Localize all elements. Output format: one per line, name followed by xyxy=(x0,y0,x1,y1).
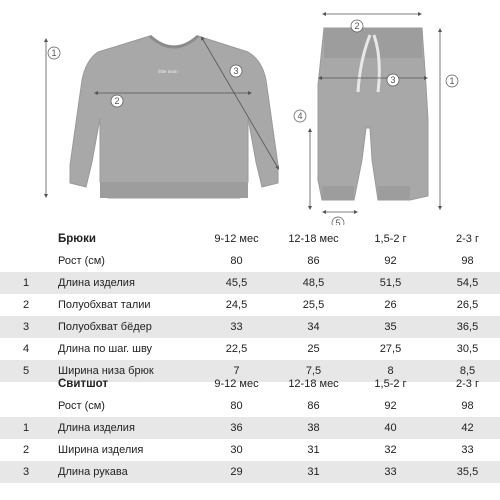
cell-value: 42 xyxy=(429,417,500,439)
pants-size-table xyxy=(0,228,500,382)
cell-value: 80 xyxy=(230,400,243,412)
cell-value: 32 xyxy=(384,444,397,456)
cell-value: 80 xyxy=(230,255,243,267)
cell-value: 29 xyxy=(198,461,275,483)
table-row xyxy=(0,461,500,483)
table-row xyxy=(0,272,500,294)
cell-value: 35 xyxy=(352,316,429,338)
row-index: 3 xyxy=(0,461,52,483)
table-row xyxy=(0,439,500,461)
cell-value: 38 xyxy=(275,417,352,439)
row-label: Ширина низа брюк xyxy=(52,360,198,382)
row-label: Полуобхват бёдер xyxy=(52,316,198,338)
pants-table-title: Брюки xyxy=(58,233,96,245)
cell-value: 86 xyxy=(307,255,320,267)
row-label: Длина изделия xyxy=(52,417,198,439)
cell-value: 30,5 xyxy=(456,343,479,355)
sweatshirt-drawing xyxy=(46,36,278,198)
cell-value: 26,5 xyxy=(456,299,479,311)
cell-value: 22,5 xyxy=(225,343,248,355)
row-label: Полуобхват талии xyxy=(58,299,151,311)
cell-value: 8 xyxy=(352,360,429,382)
sweatshirt-size-table xyxy=(0,373,500,483)
pants-marker-3: 3 xyxy=(390,75,396,85)
size-header: 12-18 мес xyxy=(288,378,339,390)
cell-value: 7,5 xyxy=(275,360,352,382)
cell-value: 54,5 xyxy=(429,272,500,294)
cell-value: 25 xyxy=(307,343,320,355)
pants-marker-4: 4 xyxy=(297,111,303,121)
cell-value: 7 xyxy=(198,360,275,382)
cell-value: 27,5 xyxy=(379,343,402,355)
row-index: 2 xyxy=(22,444,30,456)
pants-marker-5: 5 xyxy=(335,218,341,225)
size-header: 12-18 мес xyxy=(288,233,339,245)
row-index: 3 xyxy=(0,316,52,338)
cell-value: 26 xyxy=(384,299,397,311)
cell-value: 30 xyxy=(230,444,243,456)
table-row xyxy=(0,294,500,316)
row-index: 5 xyxy=(0,360,52,382)
table-row xyxy=(0,395,500,417)
cell-value: 24,5 xyxy=(225,299,248,311)
cell-value: 31 xyxy=(307,444,320,456)
sweatshirt-header-row xyxy=(0,373,500,395)
cell-value: 92 xyxy=(384,400,397,412)
cell-value: 8,5 xyxy=(429,360,500,382)
pants-marker-2: 2 xyxy=(354,21,360,31)
table-row xyxy=(0,417,500,439)
size-header: 2-3 г xyxy=(456,378,479,390)
table-row xyxy=(0,250,500,272)
row-label: Длина рукава xyxy=(52,461,198,483)
cell-value: 92 xyxy=(384,255,397,267)
size-header: 2-3 г xyxy=(456,233,479,245)
table-row xyxy=(0,338,500,360)
pants-drawing xyxy=(294,14,458,225)
row-index: 4 xyxy=(22,343,30,355)
sweatshirt-marker-3: 3 xyxy=(233,66,239,76)
cell-value: 25,5 xyxy=(302,299,325,311)
cell-value: 36 xyxy=(198,417,275,439)
cell-value: 98 xyxy=(461,255,474,267)
cell-value: 51,5 xyxy=(352,272,429,294)
cell-value: 45,5 xyxy=(198,272,275,294)
cell-value: 36,5 xyxy=(429,316,500,338)
row-label: Ширина изделия xyxy=(58,444,144,456)
cell-value: 33 xyxy=(352,461,429,483)
row-label: Рост (см) xyxy=(58,255,105,267)
sweatshirt-marker-2: 2 xyxy=(114,96,120,106)
size-header: 9-12 мес xyxy=(214,233,259,245)
pants-header-row xyxy=(0,228,500,250)
row-index: 1 xyxy=(0,417,52,439)
sweatshirt-marker-1: 1 xyxy=(51,48,57,58)
garment-illustration xyxy=(0,0,500,225)
cell-value: 98 xyxy=(461,400,474,412)
cell-value: 40 xyxy=(352,417,429,439)
row-label: Рост (см) xyxy=(58,400,105,412)
row-label: Длина изделия xyxy=(52,272,198,294)
cell-value: 35,5 xyxy=(429,461,500,483)
row-index: 2 xyxy=(22,299,30,311)
row-index: 1 xyxy=(0,272,52,294)
cell-value: 86 xyxy=(307,400,320,412)
pants-marker-1: 1 xyxy=(449,76,455,86)
cell-value: 48,5 xyxy=(275,272,352,294)
table-row xyxy=(0,316,500,338)
sweatshirt-print-text: little team xyxy=(158,69,178,74)
cell-value: 34 xyxy=(275,316,352,338)
size-header: 9-12 мес xyxy=(214,378,259,390)
row-label: Длина по шаг. шву xyxy=(58,343,153,355)
sweatshirt-table-title: Свитшот xyxy=(58,378,109,390)
size-header: 1,5-2 г xyxy=(374,378,407,390)
cell-value: 33 xyxy=(198,316,275,338)
size-header: 1,5-2 г xyxy=(374,233,407,245)
cell-value: 31 xyxy=(275,461,352,483)
cell-value: 33 xyxy=(461,444,474,456)
